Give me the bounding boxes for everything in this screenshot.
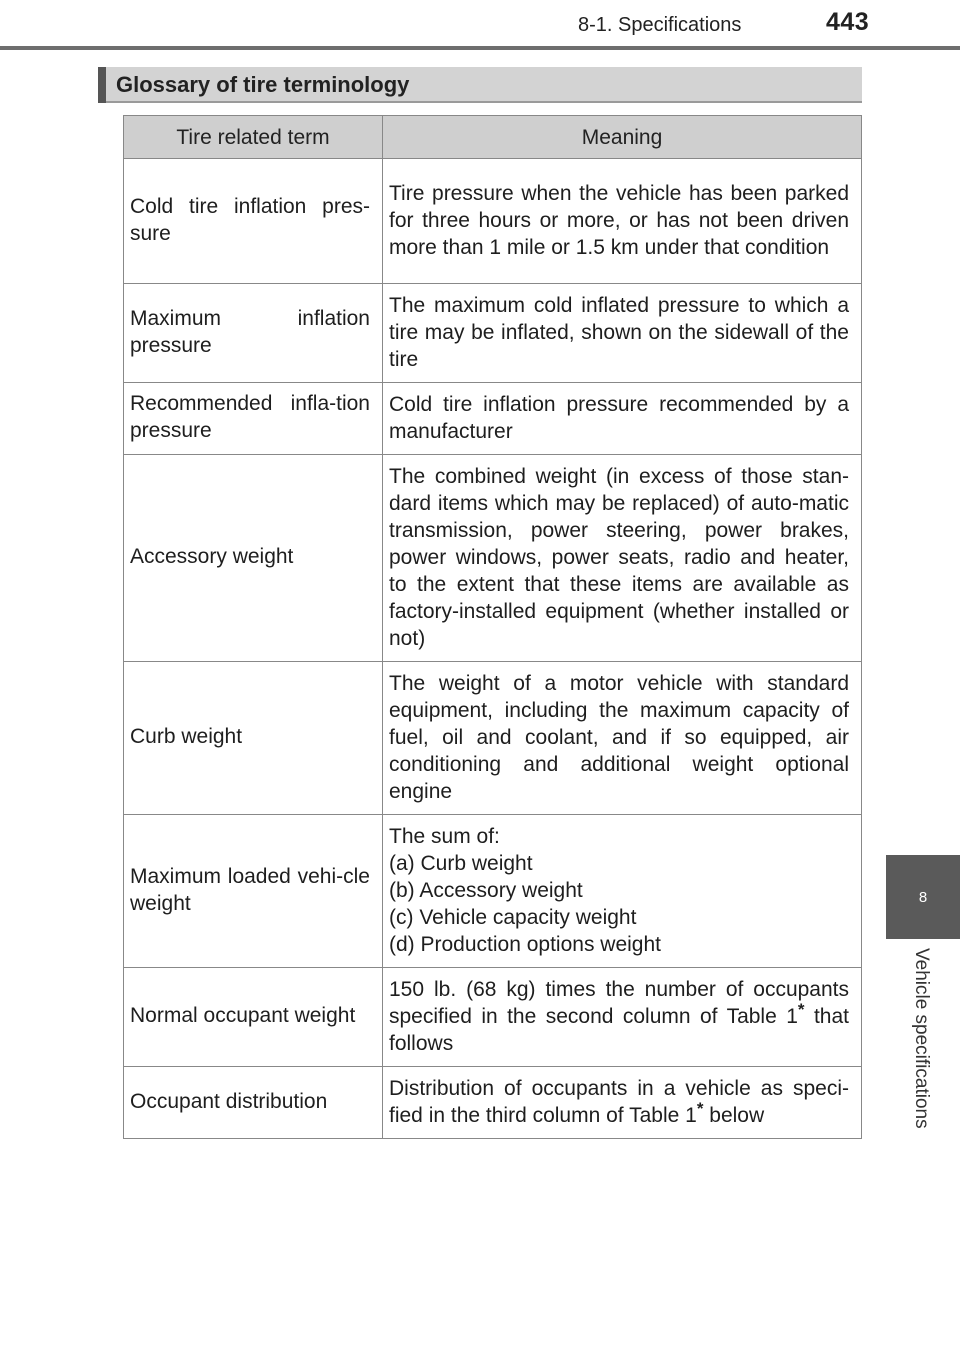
meaning-line: (d) Production options weight	[389, 933, 661, 956]
section-heading-bar	[98, 67, 862, 103]
meaning-cell	[383, 815, 862, 968]
page-number: 443	[826, 8, 870, 36]
term-cell: Accessory weight	[124, 455, 383, 662]
meaning-text: 150 lb. (68 kg) times the number of occupants specified in the second column of Table 1	[389, 978, 849, 1028]
meaning-line: (c) Vehicle capacity weight	[389, 906, 637, 929]
meaning-cell	[383, 1067, 862, 1139]
glossary-table	[123, 115, 862, 1139]
meaning-line: (b) Accessory weight	[389, 879, 583, 902]
table-row	[124, 284, 862, 383]
table-row	[124, 662, 862, 815]
meaning-line: (a) Curb weight	[389, 852, 533, 875]
footnote-asterisk: *	[696, 1099, 704, 1118]
meaning-cell: The maximum cold inflated pressure to which a tire may be inflated, shown on the sidewall of the tire	[383, 284, 862, 383]
term-cell: Normal occupant weight	[124, 968, 383, 1067]
meaning-text: Distribution of occupants in a vehicle as speci-fied in the third column of Table 1	[389, 1077, 849, 1127]
chapter-tab[interactable]	[886, 855, 960, 939]
meaning-cell: The combined weight (in excess of those stan-dard items which may be replaced) of auto-matic transmission, power steering, power brakes, power windows, power seats, radio and heater, to the extent that these items are available as factory-installed equipment (whether installed or not)	[383, 455, 862, 662]
term-cell: Maximum inflation pressure	[124, 284, 383, 383]
meaning-text-after: that follows	[389, 1005, 849, 1055]
table-row	[124, 1067, 862, 1139]
meaning-cell: Tire pressure when the vehicle has been parked for three hours or more, or has not been driven more than 1 mile or 1.5 km under that condition	[383, 159, 862, 284]
section-label: 8-1. Specifications	[578, 14, 742, 36]
column-header-term: Tire related term	[124, 116, 383, 159]
section-title: Glossary of tire terminology	[116, 72, 410, 97]
term-cell: Curb weight	[124, 662, 383, 815]
meaning-text-after: below	[709, 1104, 765, 1127]
table-row	[124, 159, 862, 284]
table-row	[124, 815, 862, 968]
term-cell: Maximum loaded vehi-cle weight	[124, 815, 383, 968]
chapter-label: Vehicle specifications	[911, 948, 932, 1129]
column-header-meaning: Meaning	[383, 116, 862, 159]
term-cell: Cold tire inflation pres-sure	[124, 159, 383, 284]
table-row	[124, 383, 862, 455]
table-row	[124, 968, 862, 1067]
meaning-line: The sum of:	[389, 825, 500, 848]
term-cell: Recommended infla-tion pressure	[124, 383, 383, 455]
table-row	[124, 455, 862, 662]
meaning-cell: Cold tire inflation pressure recommended by a manufacturer	[383, 383, 862, 455]
footnote-asterisk: *	[797, 1000, 805, 1019]
term-cell: Occupant distribution	[124, 1067, 383, 1139]
table-header-row	[124, 116, 862, 159]
meaning-cell: The weight of a motor vehicle with standard equipment, including the maximum capacity of fuel, oil and coolant, and if so equipped, air conditioning and additional weight optional engine	[383, 662, 862, 815]
meaning-cell	[383, 968, 862, 1067]
chapter-number: 8	[918, 888, 928, 906]
header-rule	[0, 46, 960, 50]
